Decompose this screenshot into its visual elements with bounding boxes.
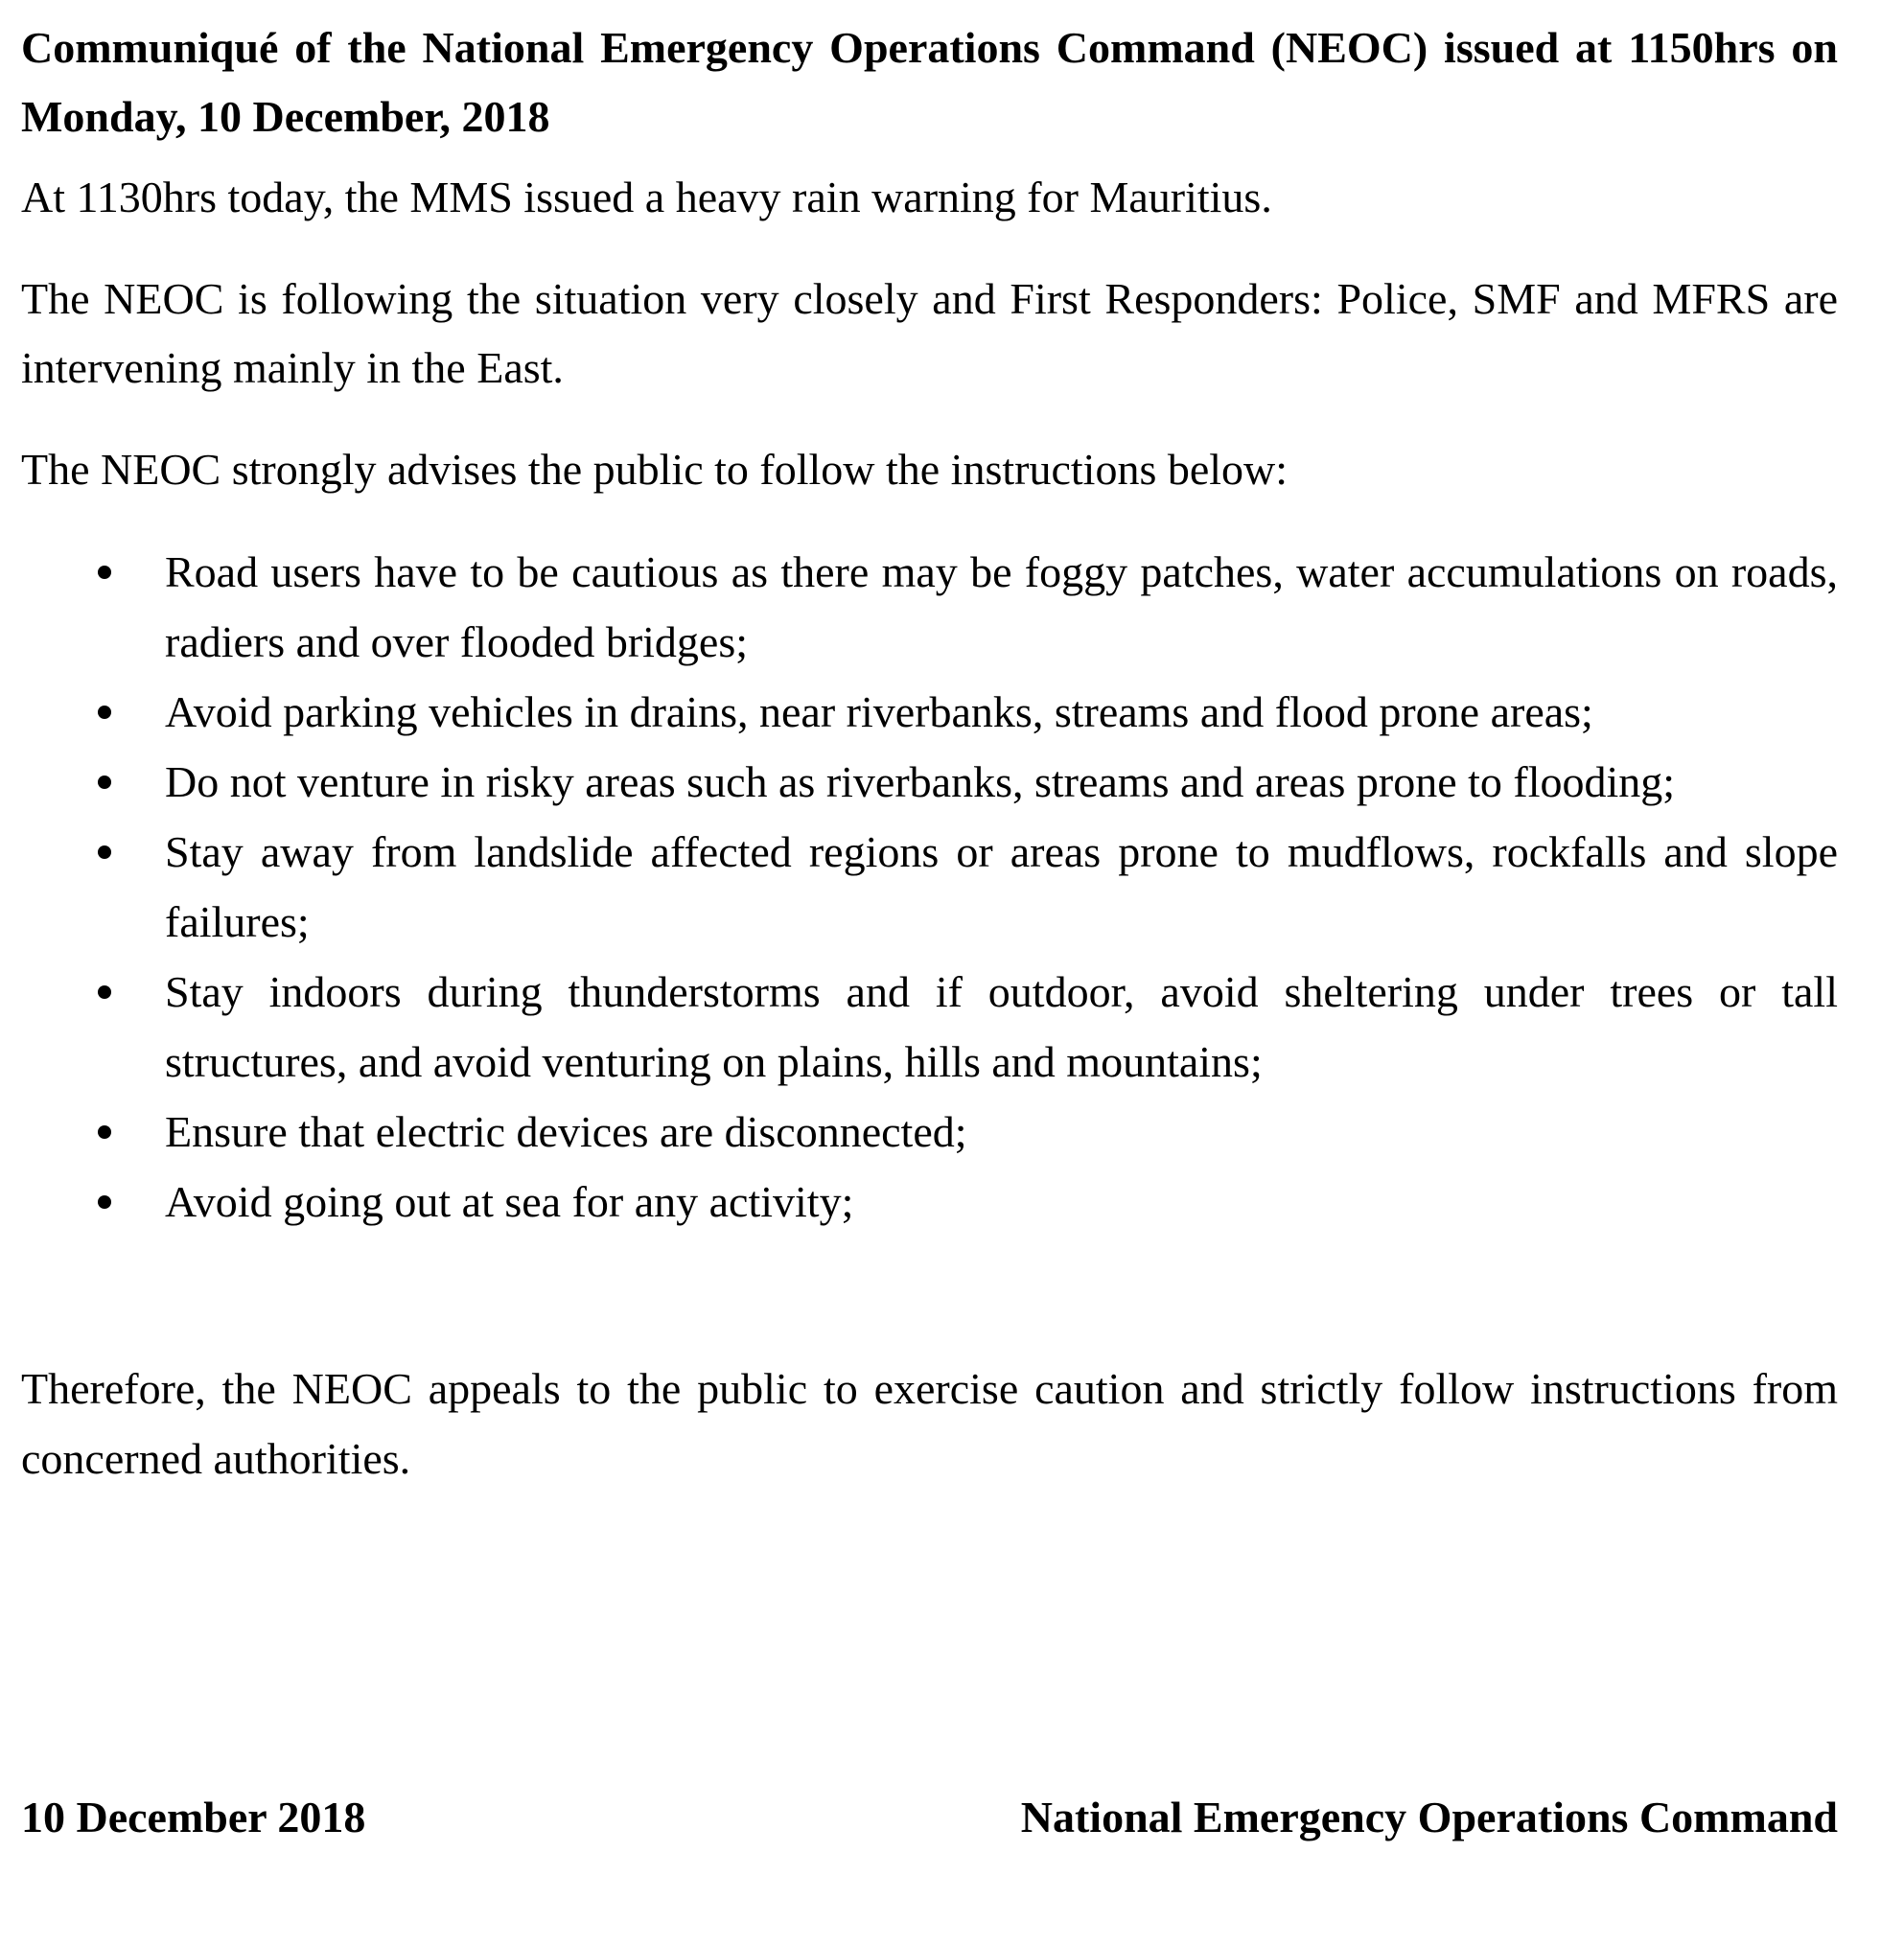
list-item <box>21 1097 1838 1167</box>
list-item <box>21 817 1838 957</box>
instruction-text: Ensure that electric devices are disconnected; <box>165 1107 967 1156</box>
instruction-text: Stay indoors during thunderstorms and if outdoor, avoid sheltering under trees or tall structures, and avoid venturing on plains, hills and mountains; <box>165 967 1838 1086</box>
bullet-dot-icon <box>98 1195 111 1209</box>
paragraph-situation: The NEOC is following the situation very closely and First Responders: Police, SMF and MFRS are intervening mainly in the East. <box>21 274 1838 392</box>
instruction-text: Road users have to be cautious as there may be foggy patches, water accumulations on roads, radiers and over flooded bridges; <box>165 547 1838 666</box>
bullet-dot-icon <box>98 845 111 859</box>
paragraph-warning: At 1130hrs today, the MMS issued a heavy rain warning for Mauritius. <box>21 173 1272 221</box>
communique-document <box>21 13 1838 1493</box>
document-title: Communiqué of the National Emergency Operations Command (NEOC) issued at 1150hrs on Monday, 10 December, 2018 <box>21 23 1838 141</box>
list-item <box>21 537 1838 677</box>
bullet-dot-icon <box>98 566 111 579</box>
instruction-text: Avoid going out at sea for any activity; <box>165 1177 854 1226</box>
spacer <box>21 1237 1838 1354</box>
list-item <box>21 957 1838 1097</box>
instruction-text: Avoid parking vehicles in drains, near riverbanks, streams and flood prone areas; <box>165 687 1593 736</box>
list-item <box>21 677 1838 747</box>
paragraph-advice-intro: The NEOC strongly advises the public to follow the instructions below: <box>21 445 1289 494</box>
list-item <box>21 747 1838 817</box>
bullet-dot-icon <box>98 985 111 999</box>
list-item <box>21 1167 1838 1237</box>
instruction-text: Do not venture in risky areas such as riverbanks, streams and areas prone to flooding; <box>165 757 1676 806</box>
footer-issuer: National Emergency Operations Command <box>1020 1793 1838 1841</box>
paragraph-conclusion: Therefore, the NEOC appeals to the public to exercise caution and strictly follow instructions from concerned authorities. <box>21 1364 1838 1483</box>
bullet-dot-icon <box>98 776 111 789</box>
document-footer <box>21 1783 1838 1852</box>
footer-date: 10 December 2018 <box>21 1793 366 1841</box>
instruction-text: Stay away from landslide affected regions or areas prone to mudflows, rockfalls and slope failures; <box>165 827 1838 946</box>
bullet-dot-icon <box>98 1125 111 1139</box>
bullet-dot-icon <box>98 706 111 719</box>
instructions-list <box>21 537 1838 1237</box>
